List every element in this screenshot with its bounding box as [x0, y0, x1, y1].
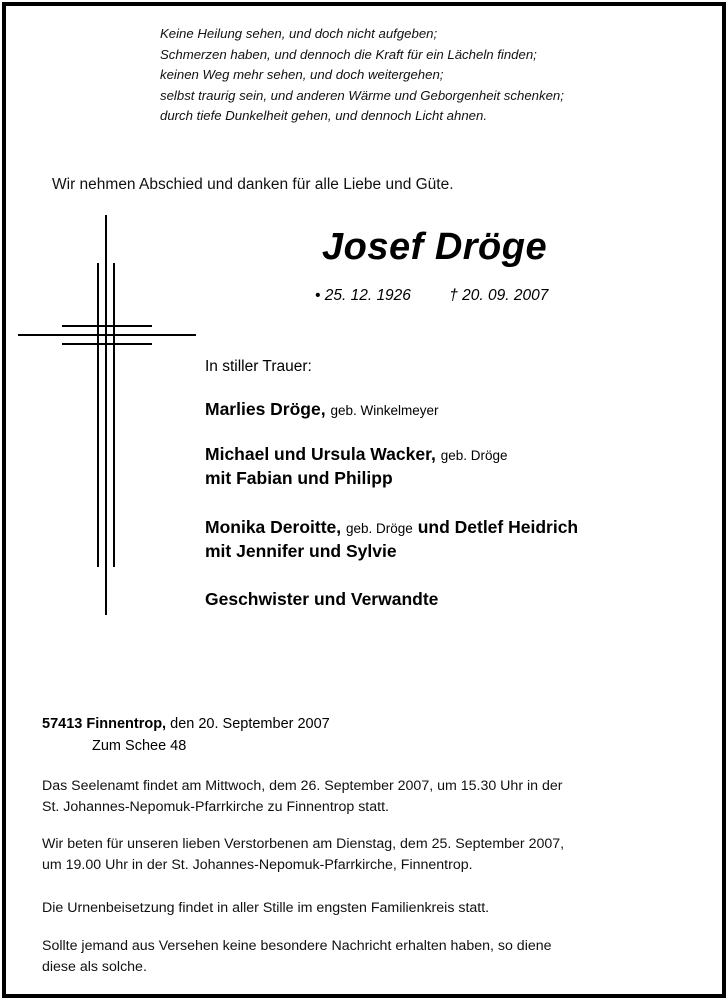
poem-line: Schmerzen haben, und dennoch die Kraft für ein Lächeln finden;	[160, 46, 537, 62]
paragraph-line: Wir beten für unseren lieben Verstorbenen am Dienstag, dem 25. September 2007,	[42, 836, 565, 852]
poem-line: keinen Weg mehr sehen, und doch weitergehen;	[160, 67, 444, 82]
deceased-name: Josef Dröge	[322, 226, 548, 268]
street-address: Zum Schee 48	[92, 738, 187, 754]
paragraph-line: Die Urnenbeisetzung findet in aller Stille im engsten Familienkreis statt.	[42, 900, 490, 916]
family-name: Michael und Ursula Wacker,	[205, 444, 436, 464]
place: 57413 Finnentrop,	[42, 716, 167, 732]
mourning-intro: In stiller Trauer:	[205, 358, 312, 375]
paragraph-prayer	[42, 834, 702, 875]
notice-date: den 20. September 2007	[170, 716, 330, 732]
death-date: † 20. 09. 2007	[449, 287, 549, 304]
family-children: mit Fabian und Philipp	[205, 468, 393, 488]
family-name: Geschwister und Verwandte	[205, 589, 439, 609]
poem-line: durch tiefe Dunkelheit gehen, und dennoch Licht ahnen.	[160, 108, 488, 123]
paragraph-line: Das Seelenamt findet am Mittwoch, dem 26. September 2007, um 15.30 Uhr in der	[42, 778, 563, 794]
family-entry	[205, 443, 508, 490]
family-entry	[205, 516, 578, 563]
paragraph-line: diese als solche.	[42, 958, 147, 975]
maiden-name: geb. Dröge	[440, 448, 508, 463]
poem-line: Keine Heilung sehen, und doch nicht aufgeben;	[160, 26, 438, 41]
poem-line: selbst traurig sein, und anderen Wärme und Geborgenheit schenken;	[160, 87, 564, 103]
paragraph-urn	[42, 898, 702, 919]
farewell-text: Wir nehmen Abschied und danken für alle Liebe und Güte.	[52, 176, 454, 193]
family-name: Monika Deroitte,	[205, 517, 342, 537]
birth-date: • 25. 12. 1926	[315, 287, 411, 304]
family-partner: und Detlef Heidrich	[417, 517, 579, 537]
paragraph-line: Sollte jemand aus Versehen keine besondere Nachricht erhalten haben, so diene	[42, 938, 552, 954]
paragraph-line: St. Johannes-Nepomuk-Pfarrkirche zu Finnentrop statt.	[42, 798, 389, 815]
maiden-name: geb. Dröge	[346, 521, 413, 536]
paragraph-requiem	[42, 776, 702, 817]
family-name: Marlies Dröge,	[205, 399, 326, 419]
family-entry	[205, 588, 438, 611]
life-dates	[315, 287, 548, 305]
family-entry	[205, 398, 439, 422]
paragraph-line: um 19.00 Uhr in der St. Johannes-Nepomuk-Pfarrkirche, Finnentrop.	[42, 856, 473, 873]
place-date-line	[42, 716, 330, 732]
family-children: mit Jennifer und Sylvie	[205, 541, 397, 561]
maiden-name: geb. Winkelmeyer	[330, 403, 439, 418]
paragraph-notice	[42, 936, 702, 977]
poem	[160, 24, 705, 127]
